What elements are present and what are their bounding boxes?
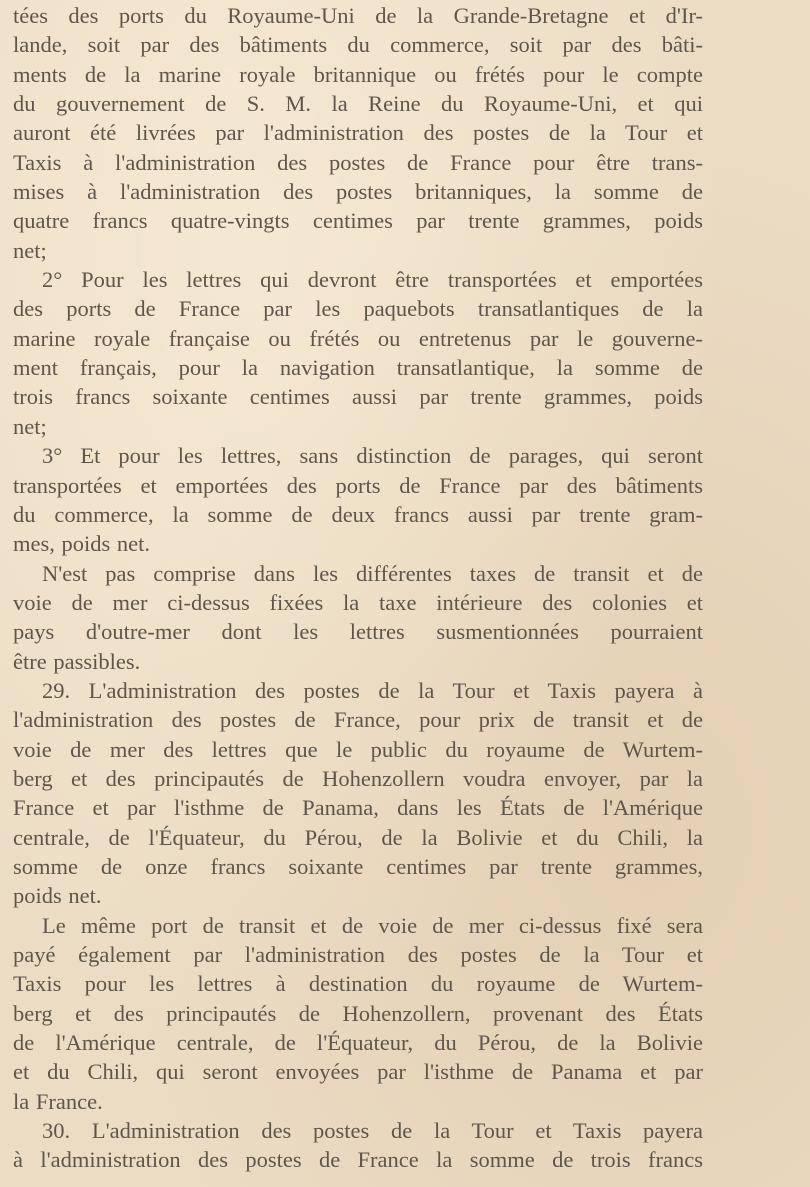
- document-page: [13, 0, 703, 1175]
- text-line: la France.: [13, 1088, 103, 1114]
- text-line: et du Chili, qui seront envoyées par l'isthme de Panama et par: [13, 1059, 703, 1085]
- text-line: à l'administration des postes de France la somme de trois francs: [13, 1147, 703, 1173]
- text-line: l'administration des postes de France, pour prix de transit et de: [13, 707, 703, 733]
- text-line: ments de la marine royale britannique ou frétés pour le compte: [13, 61, 703, 87]
- text-line: tées des ports du Royaume-Uni de la Grande-Bretagne et d'Ir-: [13, 3, 703, 28]
- text-line: 30. L'administration des postes de la Tour et Taxis payera: [42, 1118, 703, 1144]
- text-line: net;: [13, 413, 47, 439]
- text-line: poids net.: [13, 883, 102, 909]
- text-line: marine royale française ou frétés ou entretenus par le gouverne-: [13, 325, 703, 351]
- text-line: du commerce, la somme de deux francs aussi par trente gram-: [13, 501, 703, 527]
- text-line: voie de mer des lettres que le public du royaume de Wurtem-: [13, 736, 703, 762]
- text-line: des ports de France par les paquebots transatlantiques de la: [13, 296, 703, 322]
- text-line: lande, soit par des bâtiments du commerce, soit par des bâti-: [13, 32, 703, 58]
- text-line: voie de mer ci-dessus fixées la taxe intérieure des colonies et: [13, 589, 703, 615]
- text-line: pays d'outre-mer dont les lettres susmentionnées pourraient: [13, 619, 703, 645]
- text-line: 2° Pour les lettres qui devront être transportées et emportées: [42, 267, 703, 293]
- text-line: transportées et emportées des ports de France par des bâtiments: [13, 472, 703, 498]
- text-line: quatre francs quatre-vingts centimes par trente grammes, poids: [13, 208, 703, 234]
- text-line: Le même port de transit et de voie de mer ci-dessus fixé sera: [42, 912, 703, 938]
- text-line: centrale, de l'Équateur, du Pérou, de la Bolivie et du Chili, la: [13, 824, 703, 850]
- text-line: berg et des principautés de Hohenzollern, provenant des États: [13, 1000, 703, 1026]
- text-line: auront été livrées par l'administration des postes de la Tour et: [13, 120, 703, 146]
- text-line: mises à l'administration des postes britanniques, la somme de: [13, 179, 703, 205]
- text-line: ment français, pour la navigation transatlantique, la somme de: [13, 355, 703, 381]
- text-line: France et par l'isthme de Panama, dans les États de l'Amérique: [13, 795, 703, 821]
- text-line: berg et des principautés de Hohenzollern voudra envoyer, par la: [13, 765, 703, 791]
- text-line: du gouvernement de S. M. la Reine du Royaume-Uni, et qui: [13, 91, 703, 117]
- text-line: de l'Amérique centrale, de l'Équateur, du Pérou, de la Bolivie: [13, 1030, 703, 1056]
- text-line: mes, poids net.: [13, 531, 150, 557]
- text-line: net;: [13, 237, 47, 263]
- text-line: Taxis à l'administration des postes de France pour être trans-: [13, 149, 703, 175]
- text-line: somme de onze francs soixante centimes par trente grammes,: [13, 853, 703, 879]
- text-line: Taxis pour les lettres à destination du royaume de Wurtem-: [13, 971, 703, 997]
- text-line: 3° Et pour les lettres, sans distinction de parages, qui seront: [42, 443, 703, 469]
- text-line: 29. L'administration des postes de la Tour et Taxis payera à: [42, 677, 703, 703]
- text-line: trois francs soixante centimes aussi par trente grammes, poids: [13, 384, 703, 410]
- text-line: être passibles.: [13, 648, 141, 674]
- text-line: payé également par l'administration des postes de la Tour et: [13, 942, 703, 967]
- text-line: N'est pas comprise dans les différentes taxes de transit et de: [42, 560, 703, 586]
